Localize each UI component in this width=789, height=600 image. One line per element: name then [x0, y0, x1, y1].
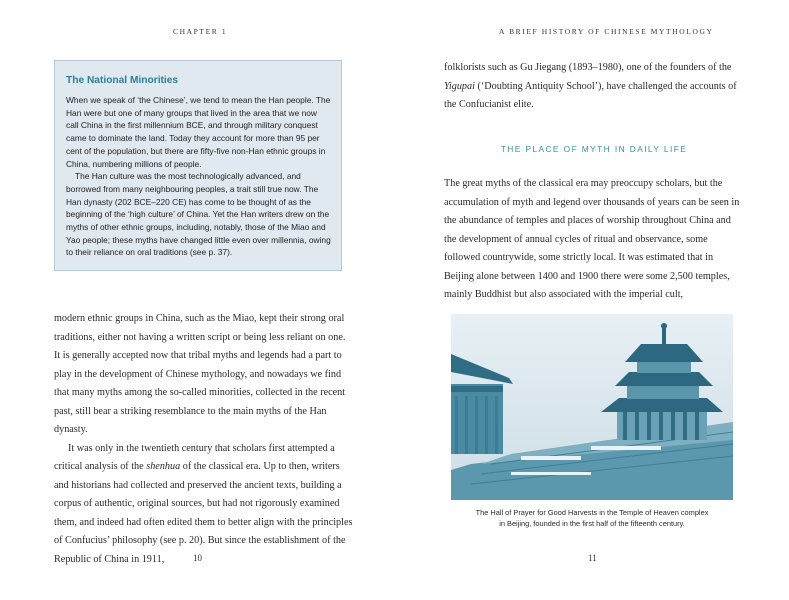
right-page — [395, 0, 789, 600]
italic-term: Yigupai — [444, 80, 475, 92]
sidebar-paragraph: The Han culture was the most technologically advanced, and borrowed from many neighbouring peoples, a trait still true now. The Han dynasty (202 BCE–220 CE) has come to be thought of as the beginning of the ‘high culture’ of China. Yet the Han writers drew on the myths of other ethnic groups, including, notably, those of the Miao and Yao people; these myths have changed little even over millennia, owing to their reliance on oral traditions (see p. 37). — [66, 171, 331, 258]
photo-caption — [444, 507, 740, 529]
sidebar-paragraph: When we speak of ‘the Chinese’, we tend to mean the Han people. The Han were but one of many groups that lived in the area that we now call China in the first millennium BCE, and through military conquest came to dominate the land. Today they account for more than 95 per cent of the population, but there are fifty-five non-Han ethnic groups in China, numbering millions of people. — [66, 95, 331, 169]
caption-line: The Hall of Prayer for Good Harvests in the Temple of Heaven complex — [475, 508, 709, 517]
sidebar-title: The National Minorities — [66, 75, 179, 86]
temple-of-heaven-illustration — [451, 314, 733, 500]
text-run: It was only in the twentieth century that scholars first attempted a critical analysis of the — [54, 442, 335, 472]
body-paragraph: modern ethnic groups in China, such as the Miao, kept their strong oral traditions, either not having a written script or being less reliant on one. It is generally accepted now that tribal myths and legends had a part to play in the development of Chinese mythology, and nowadays we find that many myths among the so-called minorities, collected in the recent past, still bear a striking resemblance to the main myths of the Han dynasty. — [54, 313, 346, 435]
italic-term: shenhua — [146, 461, 181, 472]
text-run: (‘Doubting Antiquity School’), have challenged the accounts of the Confucianist elite. — [444, 80, 737, 110]
body-paragraph — [54, 440, 354, 570]
body-paragraph: The great myths of the classical era may preoccupy scholars, but the accumulation of myth and legend over thousands of years can be seen in the abundance of temples and places of worship throughout China and the development of annual cycles of ritual and observance, some followed countrywide, some strictly local. It was estimated that in Beijing alone between 1400 and 1900 there were some 2,500 temples, mainly Buddhist but also associated with the imperial cult, — [444, 178, 740, 300]
caption-line: in Beijing, founded in the first half of the fifteenth century. — [499, 519, 685, 528]
running-head-left: CHAPTER 1 — [173, 27, 228, 36]
sidebar-box — [54, 60, 342, 271]
text-run: of the classical era. Up to then, writers and historians had collected and preserved the ancient texts, building a corpus of authentic, original sources, but had not rigorously examined them, and indeed had often edited them to better align with the principles of Confucius’ philosophy (see p. 20). But since the establishment of the Republic of China in 1911, — [54, 461, 353, 565]
running-head-right: A BRIEF HISTORY OF CHINESE MYTHOLOGY — [499, 27, 714, 36]
text-run: folklorists such as Gu Jiegang (1893–1980), one of the founders of the — [444, 62, 732, 73]
left-page — [0, 0, 394, 600]
body-paragraph — [444, 59, 744, 115]
left-body-text — [54, 310, 354, 569]
page-number-left: 10 — [193, 553, 202, 563]
right-body-text-top — [444, 59, 744, 115]
temple-photo — [451, 314, 733, 500]
right-body-text-mid — [444, 175, 744, 305]
section-heading: THE PLACE OF MYTH IN DAILY LIFE — [500, 144, 688, 154]
page-number-right: 11 — [588, 553, 597, 563]
